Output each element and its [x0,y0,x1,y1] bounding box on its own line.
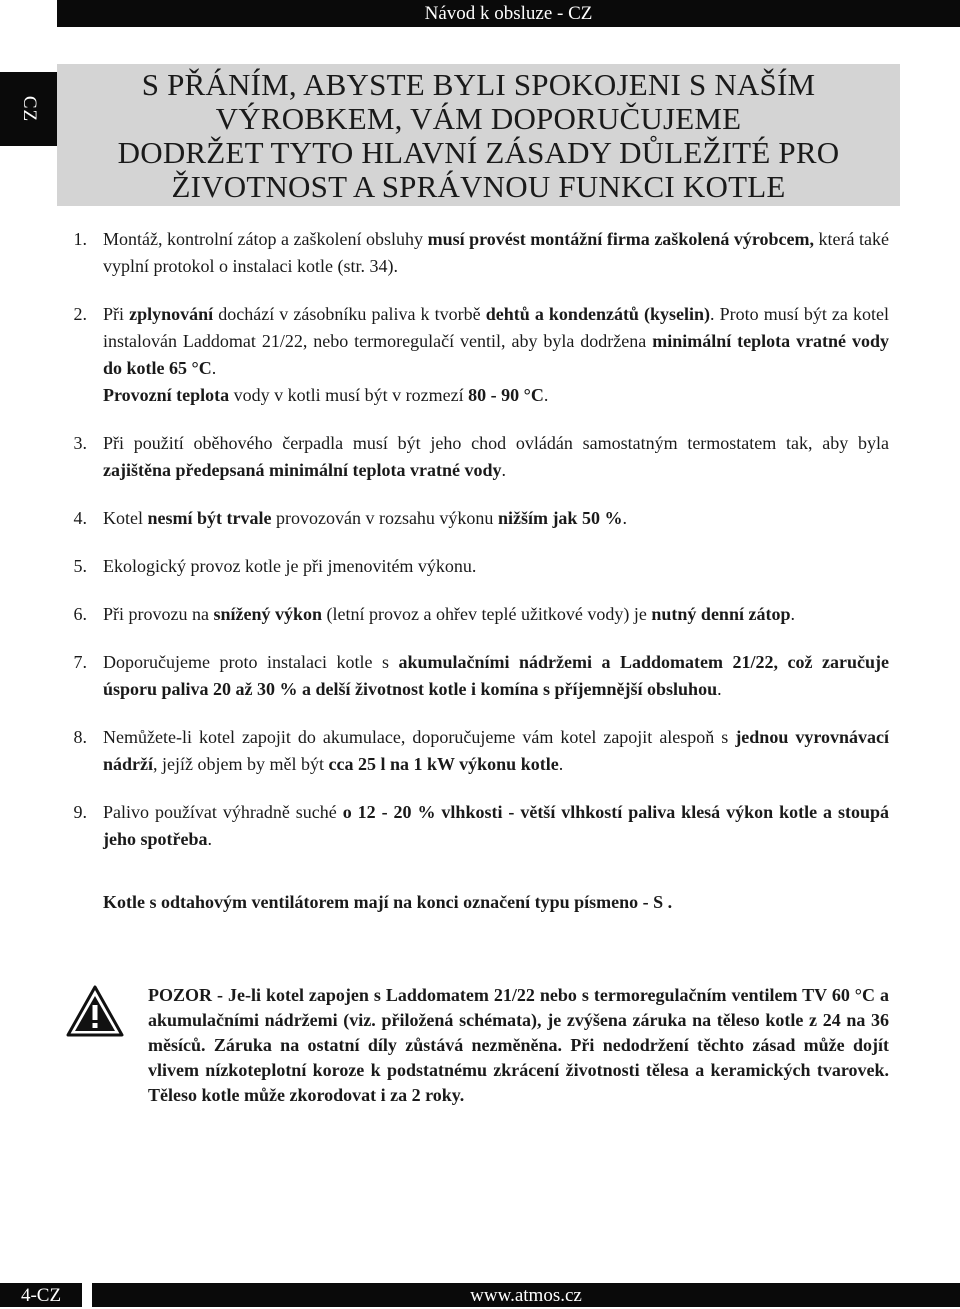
item-paragraph [103,430,889,484]
text-run: Kotel [103,508,148,528]
bold-text: nutný denní zátop [651,604,791,624]
list-item [67,649,889,703]
bold-text: jednou vyrovnávací nádrží [103,727,889,774]
item-paragraph [103,226,889,280]
text-run: Montáž, kontrolní zátop a zaškolení obsluhy [103,229,428,249]
text-run: vody v kotli musí být v rozmezí [229,385,469,405]
item-paragraph [103,553,889,580]
item-paragraph [103,382,889,409]
list-item [67,301,889,409]
list-item [67,226,889,280]
item-paragraph [103,799,889,853]
text-run: . [717,679,722,699]
list-item [67,799,889,853]
item-number: 5. [73,556,87,576]
text-run: Při provozu na [103,604,214,624]
page-headline: S PŘÁNÍM, ABYSTE BYLI SPOKOJENI S NAŠÍM VÝROBKEM, VÁM DOPORUČUJEME DODRŽET TYTO HLAVNÍ ZÁSADY DŮLEŽITÉ PRO ŽIVOTNOST A SPRÁVNOU FUNKCI KOTLE [117,67,840,204]
bold-text: minimální teplota vratné vody do kotle 65 °C [103,331,889,378]
text-run: Nemůžete-li kotel zapojit do akumulace, doporučujeme vám kotel zapojit alespoň s [103,727,736,747]
variant-note: Kotle s odtahovým ventilátorem mají na konci označení typu písmeno - S . [103,892,673,912]
text-run: dochází v zásobníku paliva k tvorbě [213,304,486,324]
text-run: . [543,385,549,405]
item-paragraph [103,649,889,703]
list-item [67,505,889,532]
item-number: 8. [73,727,87,747]
footer-bar [92,1283,960,1307]
text-run: , jejíž objem by měl být [153,754,329,774]
header-bar [57,0,960,27]
bold-text: musí provést montážní firma zaškolená výrobcem, [427,229,814,249]
item-paragraph [103,724,889,778]
bold-text: o 12 - 20 % vlhkosti - větší vlhkostí paliva klesá výkon kotle a stoupá jeho spotřeba [103,802,889,849]
text-run: Doporučujeme proto instalaci kotle s [103,652,399,672]
footer-page-number [0,1283,82,1307]
text-run: Při [103,304,130,324]
list-item [67,430,889,484]
bold-text: zplynování [129,304,214,324]
text-run: která také vyplní protokol o instalaci kotle (str. 34). [103,229,889,276]
bold-text: nižším jak 50 % [497,508,623,528]
item-number: 2. [73,304,87,324]
item-number: 6. [73,604,87,624]
text-run: . [558,754,564,774]
warning-triangle-icon [66,985,124,1037]
item-paragraph [103,505,889,532]
bold-text: akumulačními nádržemi a Laddomatem 21/22, což zaručuje úsporu paliva 20 až 30 % a delší životnost kotle i komína s příjemnější obsluhou [103,652,889,699]
bold-text: cca 25 l na 1 kW výkonu kotle [328,754,559,774]
bold-text: nesmí být trvale [147,508,272,528]
item-number: 9. [73,802,87,822]
page-number: 4-CZ [20,1285,62,1306]
list-item [67,724,889,778]
list-item [67,553,889,580]
text-run: . [622,508,627,528]
item-number: 3. [73,433,87,453]
text-run: provozován v rozsahu výkonu [271,508,498,528]
text-run: (letní provoz a ohřev teplé užitkové vody) je [322,604,652,624]
item-paragraph [103,301,889,382]
language-tab-label: CZ [18,95,40,123]
bold-text: zajištěna předepsaná minimální teplota vratné vody [103,460,502,480]
bold-text: Provozní teplota [103,385,230,405]
footer-url: www.atmos.cz [470,1285,582,1306]
bold-text: 80 - 90 °C [468,385,544,405]
list-item [67,601,889,628]
text-run: . [790,604,795,624]
text-run: . [501,460,506,480]
header-title: Návod k obsluze - CZ [424,3,593,24]
item-paragraph [103,601,889,628]
item-number: 4. [73,508,87,528]
text-run: . [211,358,217,378]
language-tab [0,72,57,146]
text-run: . Proto musí být za kotel instalován Laddomat 21/22, nebo termoregulačí ventil, aby byla dodržena [103,304,889,351]
bold-text: dehtů a kondenzátů (kyselin) [485,304,711,324]
headline-box [57,64,900,206]
warning-text: POZOR - Je-li kotel zapojen s Laddomatem 21/22 nebo s termoregulačním ventilem TV 60 °C a akumulačními nádržemi (viz. přiložená schémata), je zvýšena záruka na těleso kotle z 24 na 36 měsíců. Záruka na ostatní díly zůstává nezměněna. Při nedodržení těchto zásad může dojít vlivem nízkoteplotní koroze k podstatnému zkrácení životnosti tělesa a keramických tvarovek. Těleso kotle může zkorodovat i za 2 roky. [148,985,889,1105]
item-number: 7. [73,652,87,672]
text-run: . [207,829,212,849]
item-number: 1. [73,229,87,249]
text-run: Při použití oběhového čerpadla musí být jeho chod ovládán samostatným termostatem tak, aby byla [103,433,889,453]
bold-text: snížený výkon [213,604,323,624]
text-run: Ekologický provoz kotle je při jmenovitém výkonu. [103,556,477,576]
text-run: Palivo používat výhradně suché [103,802,343,822]
rules-list [67,226,889,916]
